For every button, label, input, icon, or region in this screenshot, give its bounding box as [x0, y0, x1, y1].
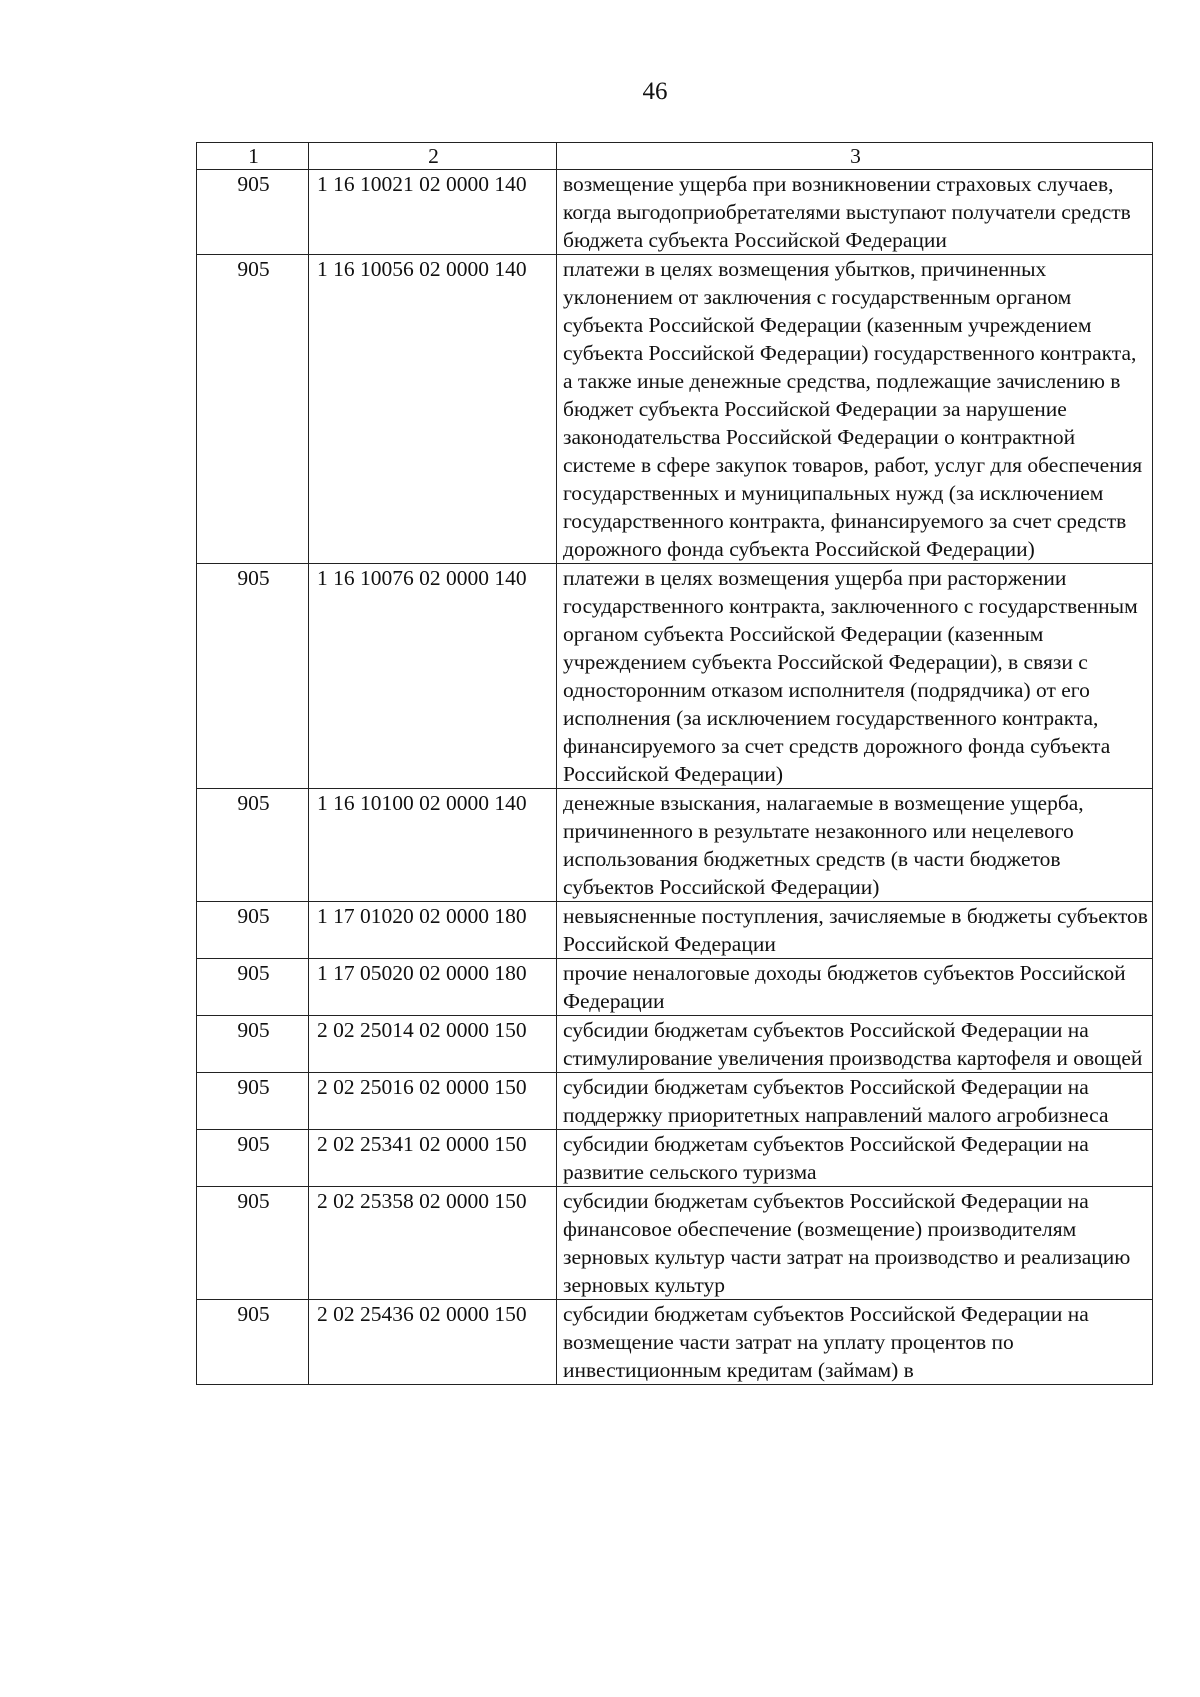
- table-row: [197, 1187, 1153, 1300]
- table-row: [197, 255, 1153, 564]
- table-row: [197, 1130, 1153, 1187]
- table-row: [197, 1016, 1153, 1073]
- table-row: [197, 789, 1153, 902]
- header-column-1: 1: [197, 143, 309, 170]
- budget-code-cell: 1 16 10076 02 0000 140: [309, 564, 557, 789]
- budget-code-cell: 2 02 25358 02 0000 150: [309, 1187, 557, 1300]
- description-cell: платежи в целях возмещения ущерба при расторжении государственного контракта, заключенного с государственным органом субъекта Российской Федерации (казенным учреждением субъекта Российской Федерации), в связи с односторонним отказом исполнителя (подрядчика) от его исполнения (за исключением государственного контракта, финансируемого за счет средств дорожного фонда субъекта Российской Федерации): [557, 564, 1153, 789]
- budget-code-cell: 2 02 25436 02 0000 150: [309, 1300, 557, 1385]
- admin-code-cell: 905: [197, 255, 309, 564]
- table-row: [197, 564, 1153, 789]
- table-row: [197, 959, 1153, 1016]
- admin-code-cell: 905: [197, 170, 309, 255]
- header-column-2: 2: [309, 143, 557, 170]
- admin-code-cell: 905: [197, 1073, 309, 1130]
- description-cell: невыясненные поступления, зачисляемые в бюджеты субъектов Российской Федерации: [557, 902, 1153, 959]
- description-cell: субсидии бюджетам субъектов Российской Федерации на стимулирование увеличения производства картофеля и овощей: [557, 1016, 1153, 1073]
- description-cell: платежи в целях возмещения убытков, причиненных уклонением от заключения с государственным органом субъекта Российской Федерации (казенным учреждением субъекта Российской Федерации) государственного контракта, а также иные денежные средства, подлежащие зачислению в бюджет субъекта Российской Федерации за нарушение законодательства Российской Федерации о контрактной системе в сфере закупок товаров, работ, услуг для обеспечения государственных и муниципальных нужд (за исключением государственного контракта, финансируемого за счет средств дорожного фонда субъекта Российской Федерации): [557, 255, 1153, 564]
- description-cell: возмещение ущерба при возникновении страховых случаев, когда выгодоприобретателями выступают получатели средств бюджета субъекта Российской Федерации: [557, 170, 1153, 255]
- budget-code-cell: 1 16 10056 02 0000 140: [309, 255, 557, 564]
- table-row: [197, 170, 1153, 255]
- budget-code-cell: 2 02 25016 02 0000 150: [309, 1073, 557, 1130]
- description-cell: денежные взыскания, налагаемые в возмещение ущерба, причиненного в результате незаконного или нецелевого использования бюджетных средств (в части бюджетов субъектов Российской Федерации): [557, 789, 1153, 902]
- admin-code-cell: 905: [197, 902, 309, 959]
- budget-code-cell: 1 17 05020 02 0000 180: [309, 959, 557, 1016]
- budget-code-cell: 1 16 10021 02 0000 140: [309, 170, 557, 255]
- budget-code-cell: 2 02 25341 02 0000 150: [309, 1130, 557, 1187]
- table-row: [197, 902, 1153, 959]
- budget-code-cell: 1 16 10100 02 0000 140: [309, 789, 557, 902]
- admin-code-cell: 905: [197, 564, 309, 789]
- description-cell: субсидии бюджетам субъектов Российской Федерации на возмещение части затрат на уплату процентов по инвестиционным кредитам (займам) в: [557, 1300, 1153, 1385]
- budget-code-cell: 1 17 01020 02 0000 180: [309, 902, 557, 959]
- admin-code-cell: 905: [197, 1187, 309, 1300]
- table-header-row: [197, 143, 1153, 170]
- description-cell: прочие неналоговые доходы бюджетов субъектов Российской Федерации: [557, 959, 1153, 1016]
- revenue-codes-table: [196, 142, 1153, 1385]
- table-row: [197, 1300, 1153, 1385]
- page-number: 46: [642, 78, 668, 105]
- budget-code-cell: 2 02 25014 02 0000 150: [309, 1016, 557, 1073]
- admin-code-cell: 905: [197, 1300, 309, 1385]
- description-cell: субсидии бюджетам субъектов Российской Федерации на развитие сельского туризма: [557, 1130, 1153, 1187]
- admin-code-cell: 905: [197, 959, 309, 1016]
- header-column-3: 3: [557, 143, 1153, 170]
- table-row: [197, 1073, 1153, 1130]
- admin-code-cell: 905: [197, 789, 309, 902]
- admin-code-cell: 905: [197, 1130, 309, 1187]
- admin-code-cell: 905: [197, 1016, 309, 1073]
- description-cell: субсидии бюджетам субъектов Российской Федерации на финансовое обеспечение (возмещение) производителям зерновых культур части затрат на производство и реализацию зерновых культур: [557, 1187, 1153, 1300]
- description-cell: субсидии бюджетам субъектов Российской Федерации на поддержку приоритетных направлений малого агробизнеса: [557, 1073, 1153, 1130]
